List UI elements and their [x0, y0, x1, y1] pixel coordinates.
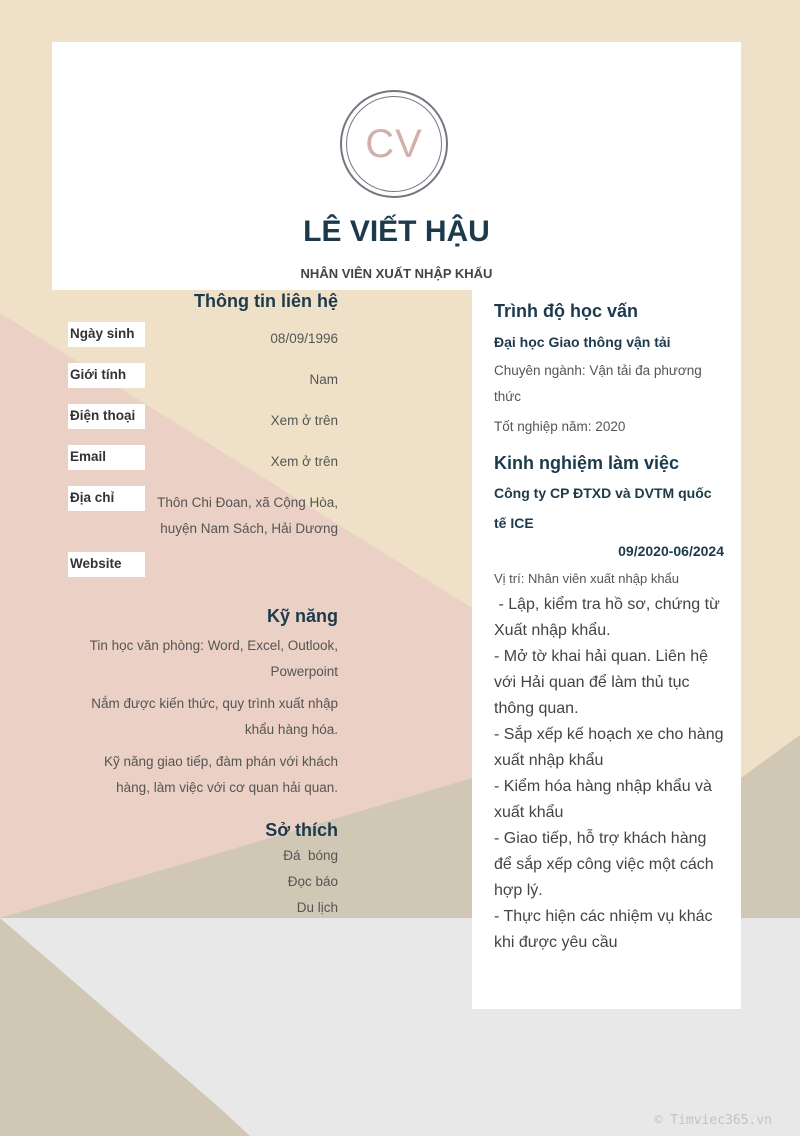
contact-label: Điện thoại — [68, 404, 145, 429]
contact-row-website — [68, 552, 338, 593]
contact-value: Thôn Chi Đoan, xã Cộng Hòa, huyện Nam Sách, Hải Dương — [157, 495, 338, 536]
contact-label: Ngày sinh — [68, 322, 145, 347]
contact-row-birthdate — [68, 322, 338, 363]
duty-item: - Kiểm hóa hàng nhập khẩu và xuất khẩu — [494, 778, 712, 821]
duty-item: - Sắp xếp kế hoạch xe cho hàng xuất nhập khẩu — [494, 726, 724, 769]
skill-item: Nắm được kiến thức, quy trình xuất nhập khẩu hàng hóa. — [91, 696, 338, 737]
contact-value: 08/09/1996 — [270, 331, 338, 346]
skills-section-title: Kỹ năng — [266, 606, 338, 626]
company-name: Công ty CP ĐTXD và DVTM quốc tế ICE — [494, 485, 712, 531]
skill-item: Tin học văn phòng: Word, Excel, Outlook, Powerpoint — [89, 638, 338, 679]
contact-value: Xem ở trên — [270, 454, 338, 469]
cv-logo — [340, 90, 448, 198]
education-graduation: Tốt nghiệp năm: 2020 — [494, 419, 626, 434]
education-major: Chuyên ngành: Vận tải đa phương thức — [494, 363, 702, 404]
hobby-item: Đá bóng — [283, 848, 338, 863]
hobby-item: Du lịch — [296, 900, 338, 915]
duty-item: - Mở tờ khai hải quan. Liên hệ với Hải quan để làm thủ tục thông quan. — [494, 648, 708, 717]
duty-item: - Thực hiện các nhiệm vụ khác khi được yêu cầu — [494, 908, 713, 951]
school-name: Đại học Giao thông vận tải — [494, 334, 671, 350]
right-column — [494, 298, 724, 956]
duty-item: - Giao tiếp, hỗ trợ khách hàng để sắp xếp công việc một cách hợp lý. — [494, 830, 714, 899]
contact-row-email — [68, 445, 338, 486]
contact-value: Xem ở trên — [270, 413, 338, 428]
cv-logo-inner — [346, 96, 442, 192]
experience-section-title: Kinh nghiệm làm việc — [494, 453, 680, 473]
contact-label: Giới tính — [68, 363, 145, 388]
contact-label: Website — [68, 552, 145, 577]
contact-label: Địa chỉ — [68, 486, 145, 511]
hobbies-section-title: Sở thích — [265, 820, 338, 840]
duties-list — [494, 592, 724, 956]
contact-label: Email — [68, 445, 145, 470]
contact-row-address — [68, 486, 338, 552]
contact-row-gender — [68, 363, 338, 404]
candidate-name: LÊ VIẾT HẬU — [303, 215, 490, 248]
work-position: Vị trí: Nhân viên xuất nhập khẩu — [494, 571, 680, 586]
cv-logo-text: CV — [365, 122, 423, 166]
contact-row-phone — [68, 404, 338, 445]
contact-section-title: Thông tin liên hệ — [194, 291, 338, 311]
job-title: NHÂN VIÊN XUẤT NHẬP KHẨU — [300, 266, 493, 281]
skill-item: Kỹ năng giao tiếp, đàm phán với khách hàng, làm việc với cơ quan hải quan. — [103, 754, 338, 795]
education-section-title: Trình độ học vấn — [494, 301, 639, 321]
right-card — [472, 290, 741, 1009]
contact-value: Nam — [309, 372, 338, 387]
header-card — [52, 42, 741, 290]
duty-item: - Lập, kiểm tra hồ sơ, chứng từ Xuất nhập khẩu. — [494, 596, 725, 639]
work-period: 09/2020-06/2024 — [618, 543, 724, 559]
left-column — [68, 288, 338, 921]
watermark: © Timviec365.vn — [654, 1113, 772, 1128]
hobby-item: Đọc báo — [287, 874, 338, 889]
